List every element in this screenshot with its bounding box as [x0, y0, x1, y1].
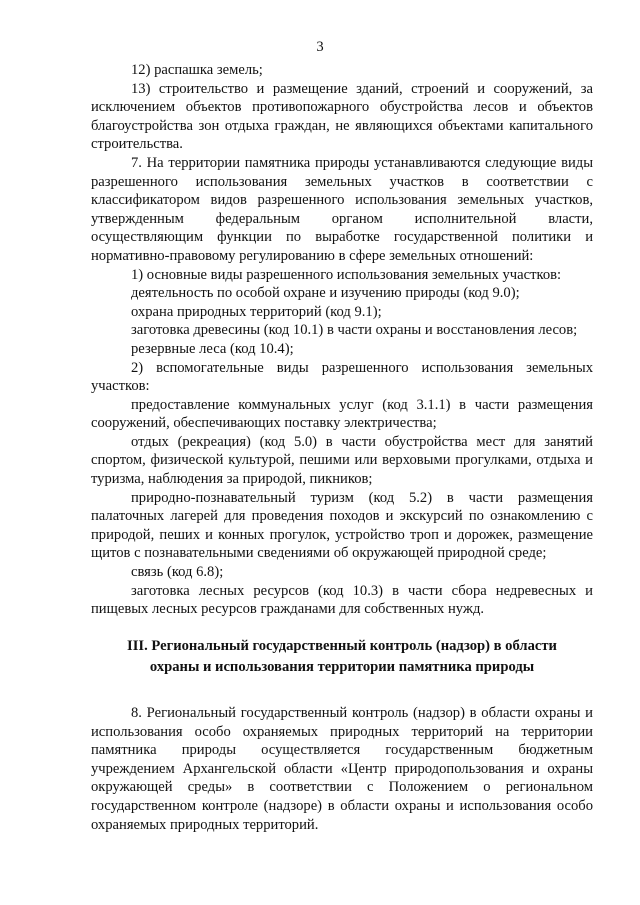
paragraph-aux-use-6-8: связь (код 6.8); [131, 564, 224, 581]
section-heading-line-2: охраны и использования территории памятника природы [149, 658, 535, 675]
page-number: 3 [316, 39, 324, 55]
paragraph-clause-8: 8. Региональный государственный контроль (надзор) в области охраны и использования особо охраняемых природных территорий на территории памятника природы осуществляется государственным бюджетным учреждением Архангельской области «Центр природопользования и охраны окружающей среды» в соответствии с Положением о региональном государственном контроле (надзоре) в области охраны и использования особо охраняемых природных территорий. [91, 705, 593, 833]
paragraph-clause-7: 7. На территории памятника природы устанавливаются следующие виды разрешенного использования земельных участков в соответствии с классификатором видов разрешенного использования земельных участков, утвержденным федеральным органом исполнительной власти, осуществляющим функции по выработке государственной политики и нормативно-правовому регулированию в сфере земельных отношений: [91, 154, 593, 264]
section-heading-line-1: III. Региональный государственный контроль (надзор) в области [127, 638, 557, 654]
paragraph-main-use-9-0: деятельность по особой охране и изучению природы (код 9.0); [131, 285, 520, 302]
section-text-block [91, 61, 593, 619]
paragraph-aux-use-5-0: отдых (рекреация) (код 5.0) в части обустройства мест для занятий спортом, физической культурой, пешими или верховыми прогулками, отдыха и туризма, наблюдения за природой, пикников; [91, 433, 593, 488]
paragraph-main-use-9-1: охрана природных территорий (код 9.1); [131, 303, 382, 320]
paragraph-main-uses-heading: 1) основные виды разрешенного использования земельных участков: [131, 266, 562, 283]
paragraph-aux-uses-heading: 2) вспомогательные виды разрешенного использования земельных участков: [91, 359, 593, 395]
paragraph-aux-use-10-3: заготовка лесных ресурсов (код 10.3) в части сбора недревесных и пищевых лесных ресурсов гражданами для собственных нужд. [91, 582, 593, 618]
paragraph-aux-use-5-2: природно-познавательный туризм (код 5.2) в части размещения палаточных лагерей для проведения походов и экскурсий по ознакомлению с природой, пеших и конных прогулок, устройство троп и дорожек, размещение щитов с познавательными сведениями об окружающей природной среде; [91, 489, 593, 562]
paragraph-item-12: 12) распашка земель; [131, 62, 263, 78]
paragraph-item-13: 13) строительство и размещение зданий, строений и сооружений, за исключением объектов противопожарного обустройства лесов и объектов благоустройства зон отдыха граждан, не являющихся объектами капитального строительства. [91, 80, 593, 153]
paragraph-main-use-10-1: заготовка древесины (код 10.1) в части охраны и восстановления лесов; [131, 322, 578, 339]
paragraph-aux-use-3-1-1: предоставление коммунальных услуг (код 3.1.1) в части размещения сооружений, обеспечивающих поставку электричества; [91, 396, 593, 432]
section-heading [91, 636, 593, 677]
paragraph-main-use-10-4: резервные леса (код 10.4); [131, 340, 294, 357]
section-text-block-2 [91, 704, 593, 834]
